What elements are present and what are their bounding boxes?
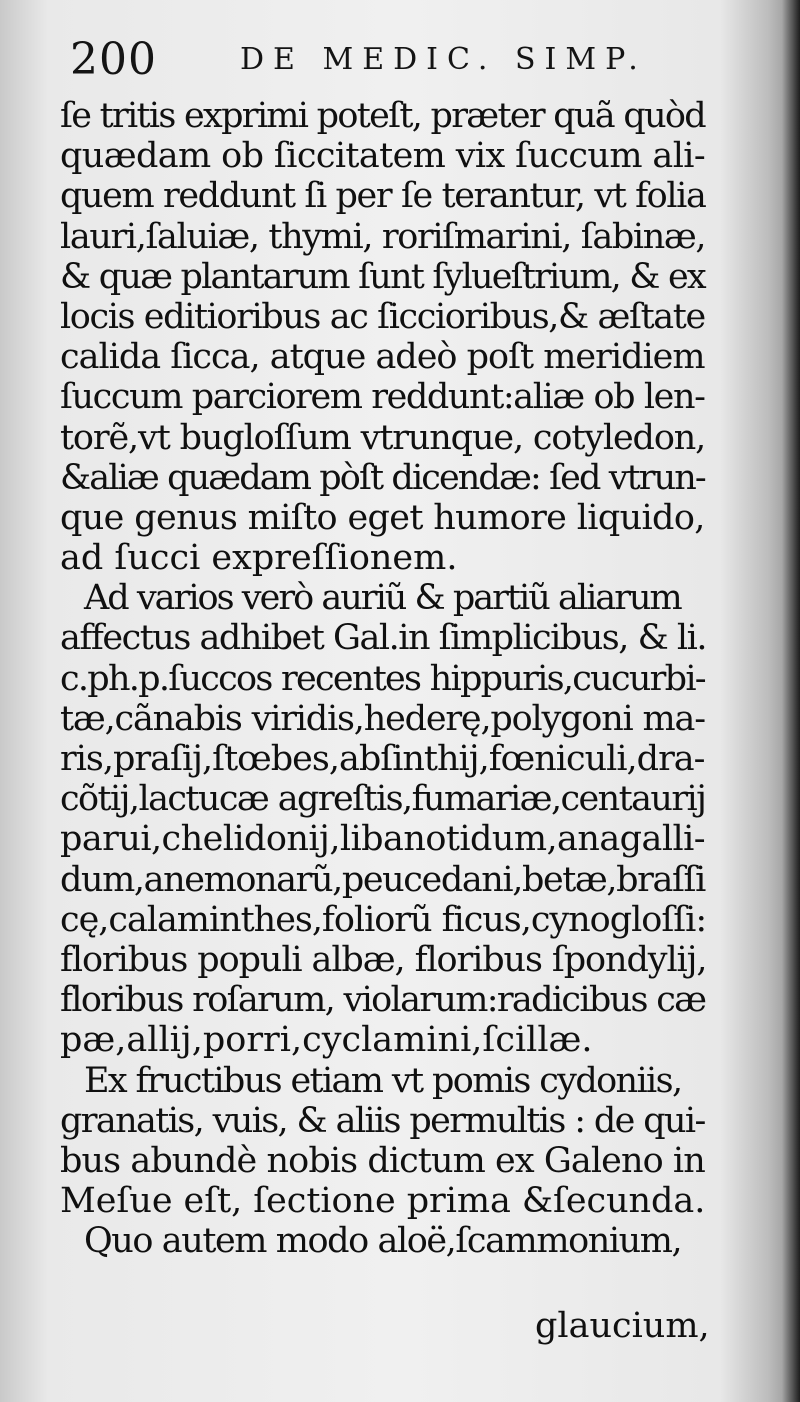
paragraph [60,96,710,578]
body-text [60,96,710,1261]
text-line: calida ſicca, atque adeò poſt meridiem [60,337,705,378]
text-line: cõtij,lactucæ agreſtis,fumariæ,centaurij [60,779,706,820]
text-line: ſe tritis exprimi poteſt, præter quã quòd [60,96,705,136]
text-line: Ad varios verò auriũ & partiũ aliarum [84,578,681,619]
page-number: 200 [70,34,157,85]
text-line: torẽ,vt bugloſſum vtrunque, cotyledon, [60,417,706,458]
text-line: c.ph.p.ſuccos recentes hippuris,cucurbi- [60,658,705,699]
text-line: granatis, vuis, & aliis permultis : de qui- [60,1100,705,1141]
running-head [70,28,690,84]
text-line: lauri,ſaluiæ, thymi, roriſmarini, ſabinæ, [60,216,706,257]
text-line: ſuccum parciorem reddunt:aliæ ob len- [60,377,705,418]
text-line: affectus adhibet Gal.in ſimplicibus, & li. [60,618,706,659]
text-line: parui,chelidonij,libanotidum,anagalli- [60,819,706,860]
text-line: locis editioribus ac ſiccioribus,& æſtate [60,296,705,337]
text-line: ris,praſij,ſtœbes,abſinthij,fœniculi,dra- [60,739,705,779]
catchword: glaucium, [535,1306,710,1346]
text-line: quædam ob ſiccitatem vix ſuccum ali- [60,136,706,177]
page-gutter-shadow [782,0,800,1402]
text-line: Meſue eſt, ſectione prima &ſecunda. [60,1181,706,1222]
text-line: floribus roſarum, violarum:radicibus cæ [60,980,706,1021]
text-line: bus abundè nobis dictum ex Galeno in [60,1140,705,1181]
text-line: &aliæ quædam pòſt dicendæ: ſed vtrun- [60,457,705,498]
paragraph [60,1221,710,1261]
text-line: pæ,allij,porri,cyclamini,ſcillæ. [60,1020,593,1061]
paragraph [60,1061,710,1222]
text-line: quem reddunt ſi per ſe terantur, vt folia [60,176,706,217]
text-line: cę,calaminthes,foliorũ ficus,cynogloſſi: [60,899,707,940]
text-line: que genus miſto eget humore liquido, [60,497,705,538]
paragraph [60,578,710,1060]
text-line: Ex fructibus etiam vt pomis cydoniis, [84,1060,682,1101]
text-line: ad ſucci expreſſionem. [60,538,458,579]
text-line: dum,anemonarũ,peucedani,betæ,braſſi [60,859,705,900]
text-line: Quo autem modo aloë,ſcammonium, [84,1221,682,1262]
text-line: & quæ plantarum ſunt ſylueſtrium, & ex [60,256,705,297]
text-line: floribus populi albæ, floribus ſpondylij, [60,939,707,980]
running-title: DE MEDIC. SIMP. [240,42,647,77]
text-line: tæ,cãnabis viridis,hederę,polygoni ma- [60,698,705,739]
